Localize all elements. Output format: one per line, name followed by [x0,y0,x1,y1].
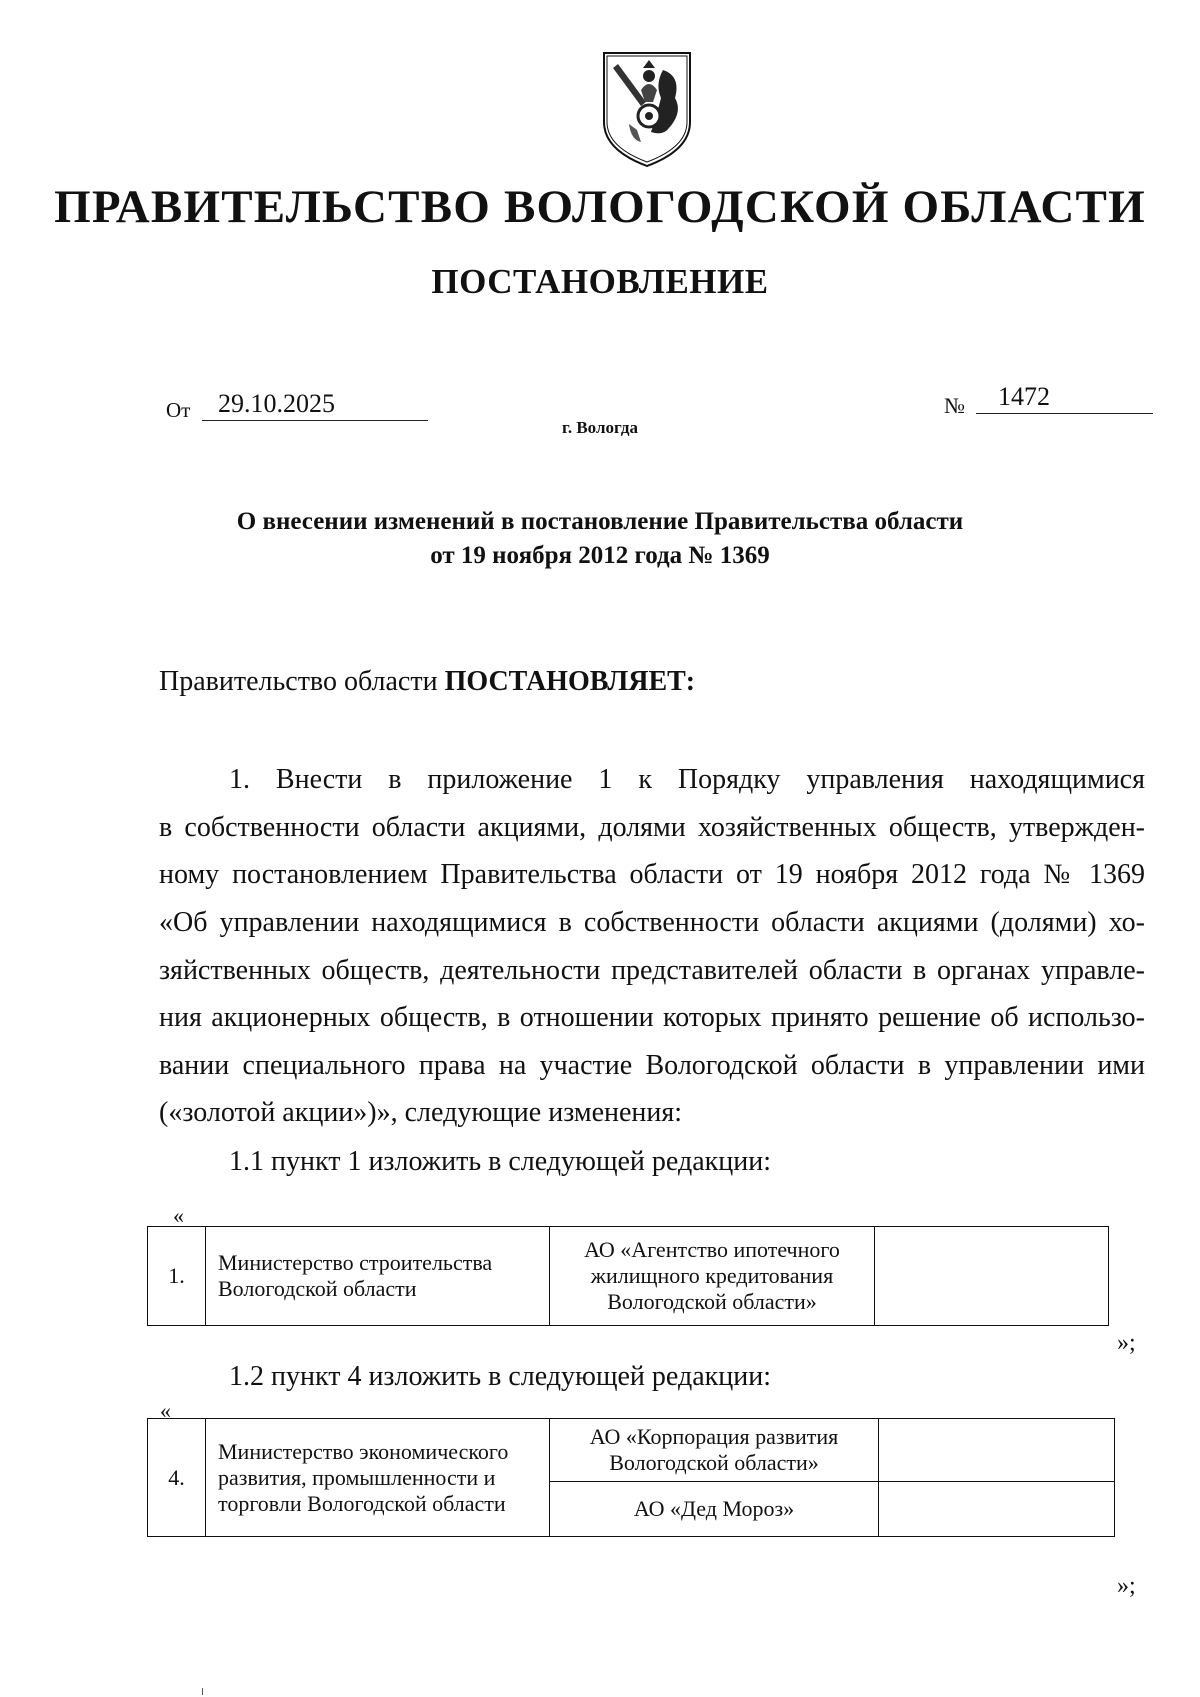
document-subject [200,505,1000,573]
scan-mark [202,1688,203,1695]
paragraph-line: ния акционерных обществ, в отношении которых принято решение об использо- [159,1002,1145,1033]
number-prefix: № [944,393,965,418]
amendment-2-table [147,1418,1115,1537]
paragraph-line: в собственности области акциями, долями хозяйственных обществ, утвержден- [159,812,1145,843]
paragraph-line: ному постановлением Правительства области от 19 ноября 2012 года № 1369 [159,859,1145,890]
government-title: ПРАВИТЕЛЬСТВО ВОЛОГОДСКОЙ ОБЛАСТИ [54,181,1146,233]
empty-cell [875,1227,1109,1326]
document-number: 1472 [976,381,1153,414]
paragraph-line: зяйственных обществ, деятельности представителей области в органах управле- [159,955,1145,986]
table-row [148,1227,1109,1326]
company-cell: АО «Агентство ипотечного жилищного кредитования Вологодской области» [550,1227,875,1326]
ministry-cell: Министерство экономического развития, промышленности и торговли Вологодской области [206,1419,550,1537]
document-type: ПОСТАНОВЛЕНИЕ [431,262,769,301]
decree-intro [159,666,695,698]
paragraph-line: «Об управлении находящимися в собственности области акциями (долями) хо- [159,907,1145,938]
empty-cell [879,1419,1115,1482]
company-cell: АО «Корпорация развития Вологодской области» [550,1419,879,1482]
document-date: 29.10.2025 [202,388,428,421]
amendment-2-text: 1.2 пункт 4 изложить в следующей редакции: [229,1361,771,1392]
decree-intro-bold: ПОСТАНОВЛЯЕТ: [444,666,696,697]
amendment-1-table [147,1226,1109,1326]
amendment-1-text: 1.1 пункт 1 изложить в следующей редакции: [229,1146,771,1177]
subject-line-2: от 19 ноября 2012 года № 1369 [430,542,770,569]
vologda-oblast-coat-of-arms-icon [601,50,693,168]
empty-cell [879,1482,1115,1537]
subject-line-1: О внесении изменений в постановление Правительства области [236,508,964,535]
row-number: 1. [148,1227,206,1326]
city: г. Вологда [562,418,638,437]
table-row [148,1419,1115,1482]
amendment-2-open-quote: « [160,1398,171,1423]
paragraph-line: 1. Внести в приложение 1 к Порядку управления находящимися [229,764,1145,795]
paragraph-line: («золотой акции»)», следующие изменения: [159,1097,683,1128]
decree-intro-text: Правительство области [159,666,438,697]
company-cell: АО «Дед Мороз» [550,1482,879,1537]
ministry-cell: Министерство строительства Вологодской области [206,1227,550,1326]
date-prefix: От [166,398,191,422]
amendment-1-close-quote: »; [1117,1330,1136,1356]
paragraph-line: вании специального права на участие Вологодской области в управлении ими [159,1050,1145,1081]
amendment-1-open-quote: « [173,1203,184,1228]
row-number: 4. [148,1419,206,1537]
amendment-2-close-quote: »; [1117,1573,1136,1599]
